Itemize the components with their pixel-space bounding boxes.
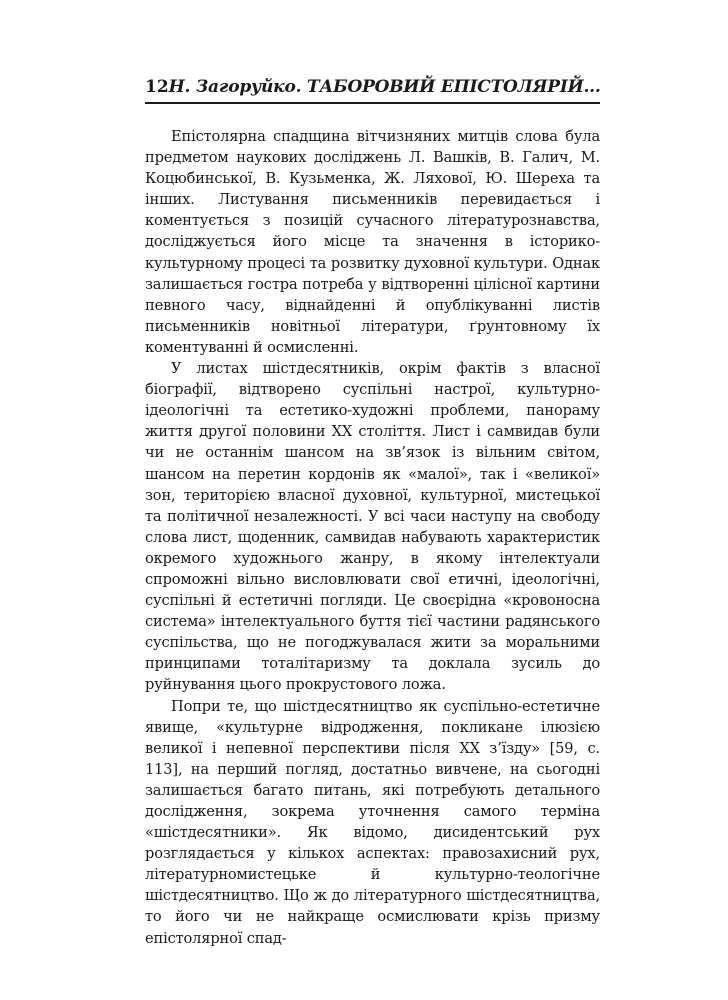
paragraph-1: Епістолярна спадщина вітчизняних митців слова була предметом наукових досліджень Л. Вашків, В. Галич, М. Коцюбинської, В. Кузьменка, Ж. Ляхової, Ю. Шереха та інших. Листування письменників перевидається і коментується з позицій сучасного літературознавства, досліджується його місце та значення в історико-культурному процесі та розвитку духовної культури. Однак залишається гостра потреба у відтворенні цілісної картини певного часу, віднайденні й опублікуванні листів письменників новітньої літератури, ґрунтовному їх коментуванні й осмисленні.: [145, 128, 600, 356]
page-number: 12: [145, 77, 169, 97]
running-title: Н. Загоруйко. ТАБОРОВИЙ ЕПІСТОЛЯРІЙ...: [168, 77, 601, 97]
paragraph-3: Попри те, що шістдесятництво як суспільно-естетичне явище, «культурне відродження, покликане ілюзією великої і непевної перспективи після ХХ з’їзду» [59, с. 113], на перший погляд, достатньо вивчене, на сьогодні залишається багато питань, які потребують детального дослідження, зокрема уточнення самого терміна «шістдесятники». Як відомо, дисидентський рух розглядається у кількох аспектах: правозахисний рух, літературномистецьке й культурно-теологічне шістдесятництво. Що ж до літературного шістдесятництва, то його чи не найкраще осмислювати крізь призму епістолярної спад-: [145, 697, 600, 947]
body-text: [145, 126, 600, 949]
book-page: [145, 76, 600, 949]
paragraph-2: У листах шістдесятників, окрім фактів з власної біографії, відтворено суспільні настрої, культурно-ідеологічні та естетико-художні проблеми, панораму життя другої половини ХХ століття. Лист і самвидав були чи не останнім шансом на зв’язок із вільним світом, шансом на перетин кордонів як «малої», так і «великої» зон, територією власної духовної, культурної, мистецької та політичної незалежності. У всі часи наступу на свободу слова лист, щоденник, самвидав набувають характеристик окремого художнього жанру, в якому інтелектуали спроможні вільно висловлювати свої етичні, ідеологічні, суспільні й естетичні погляди. Це своєрідна «кровоносна система» інтелектуального буття тієї частини радянського суспільства, що не погоджувалася жити за моральними принципами тоталітаризму та доклала зусиль до руйнування цього прокрустового ложа.: [145, 360, 600, 694]
running-header: [145, 76, 600, 104]
